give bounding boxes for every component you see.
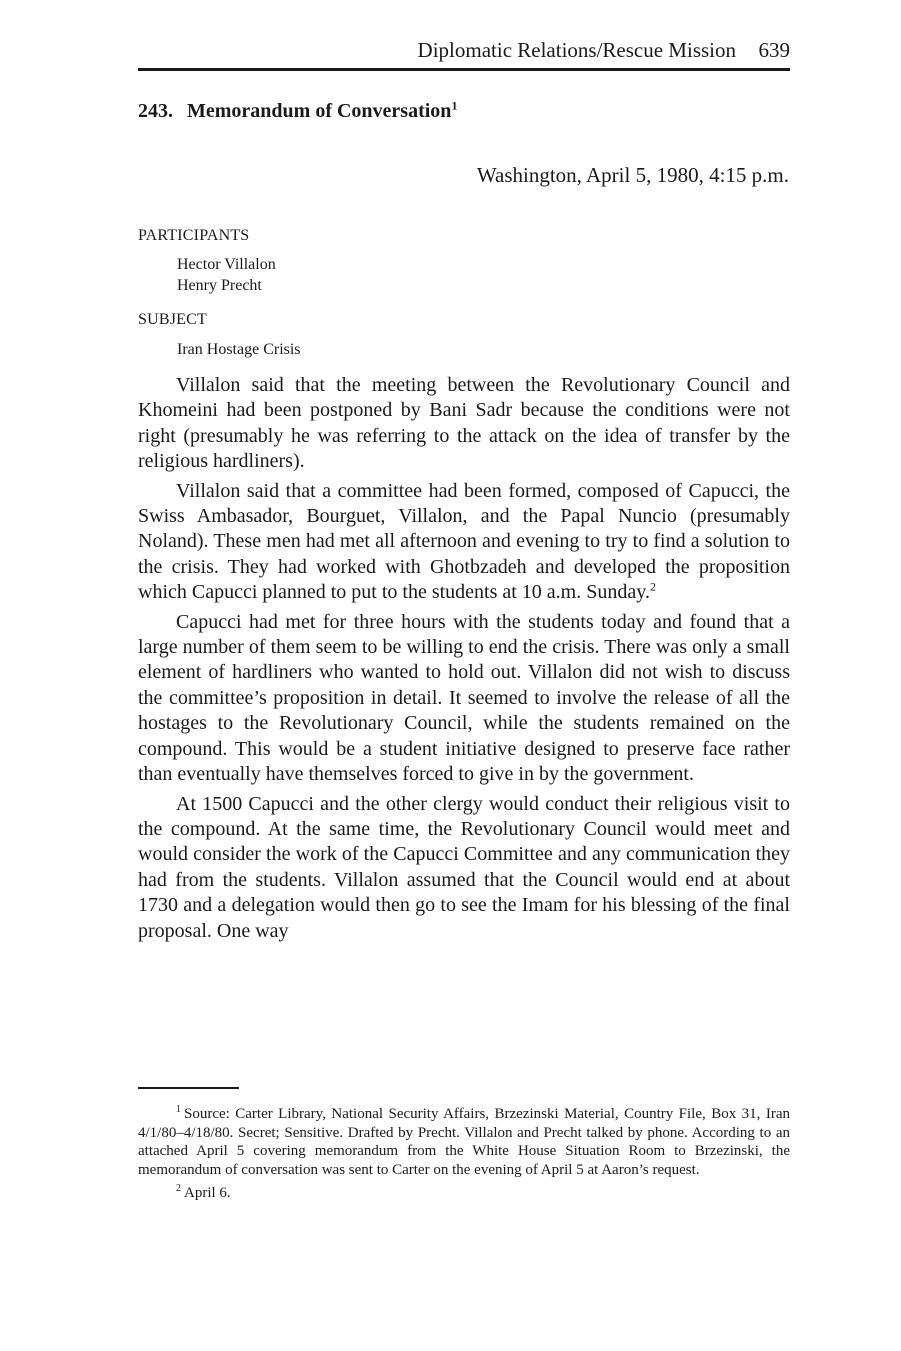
footnote-text: April 6. bbox=[184, 1185, 231, 1202]
footnote-mark: 2 bbox=[176, 1183, 181, 1195]
footnote-rule bbox=[138, 1087, 239, 1089]
body-paragraph-text: Villalon said that a committee had been formed, composed of Capucci, the Swiss Ambasador, Bourguet, Villalon, and the Papal Nuncio (presumably Noland). These men had met all afternoon and evening to try to find a solution to the crisis. They had worked with Ghotbzadeh and developed the proposition which Capucci planned to put to the students at 10 a.m. Sunday. bbox=[138, 479, 790, 604]
body-paragraph: Capucci had met for three hours with the students today and found that a large number of them seem to be willing to end the crisis. There was only a small element of hardliners who wanted to hold out. Villalon did not wish to discuss the committee’s proposition in detail. It seemed to involve the release of all the hostages to the Revolutionary Council, while the students remained on the compound. This would be a student initiative designed to preserve face rather than eventually have themselves forced to give in by the government. bbox=[138, 610, 790, 786]
footnote bbox=[138, 1105, 790, 1179]
running-head bbox=[138, 36, 790, 66]
footnote bbox=[138, 1184, 790, 1203]
subject-label: SUBJECT bbox=[138, 311, 207, 328]
footnote-text: Source: Carter Library, National Security Affairs, Brzezinski Material, Country File, Box 31, Iran 4/1/80–4/18/80. Secret; Sensitive. Drafted by Precht. Villalon and Precht talked by phone. According to an attached April 5 covering memorandum from the White House Situation Room to Brzezinski, the memorandum of conversation was sent to Carter on the evening of April 5 at Aaron’s request. bbox=[138, 1106, 790, 1178]
footnote-mark: 1 bbox=[176, 1104, 181, 1115]
document-title: Memorandum of Conversation bbox=[187, 100, 452, 122]
page-number: 639 bbox=[758, 38, 790, 62]
footnote-ref-2[interactable]: 2 bbox=[649, 579, 656, 594]
body-paragraph: At 1500 Capucci and the other clergy would conduct their religious visit to the compound. At the same time, the Revolutionary Council would meet and would consider the work of the Capucci Committee and any communication they had from the students. Villalon assumed that the Council would end at about 1730 and a delegation would then go to see the Imam for his blessing of the final proposal. One way bbox=[138, 792, 790, 942]
subject-text: Iran Hostage Crisis bbox=[177, 341, 301, 358]
dateline: Washington, April 5, 1980, 4:15 p.m. bbox=[476, 163, 789, 187]
body-paragraph bbox=[138, 479, 790, 606]
running-head-title: Diplomatic Relations/Rescue Mission bbox=[417, 38, 736, 62]
memorandum-body bbox=[138, 373, 790, 948]
header-rule bbox=[138, 68, 790, 71]
body-paragraph: Villalon said that the meeting between the Revolutionary Council and Khomeini had been postponed by Bani Sadr because the conditions were not right (presumably he was referring to the attack on the idea of transfer by the religious hardliners). bbox=[138, 374, 790, 473]
document-heading bbox=[138, 100, 457, 123]
document-number: 243. bbox=[138, 100, 173, 122]
footnotes bbox=[138, 1105, 790, 1208]
participants-label: PARTICIPANTS bbox=[138, 227, 250, 244]
footnote-ref-1[interactable]: 1 bbox=[451, 98, 458, 113]
participant-name: Hector Villalon bbox=[177, 256, 276, 273]
participant-name: Henry Precht bbox=[177, 277, 262, 294]
